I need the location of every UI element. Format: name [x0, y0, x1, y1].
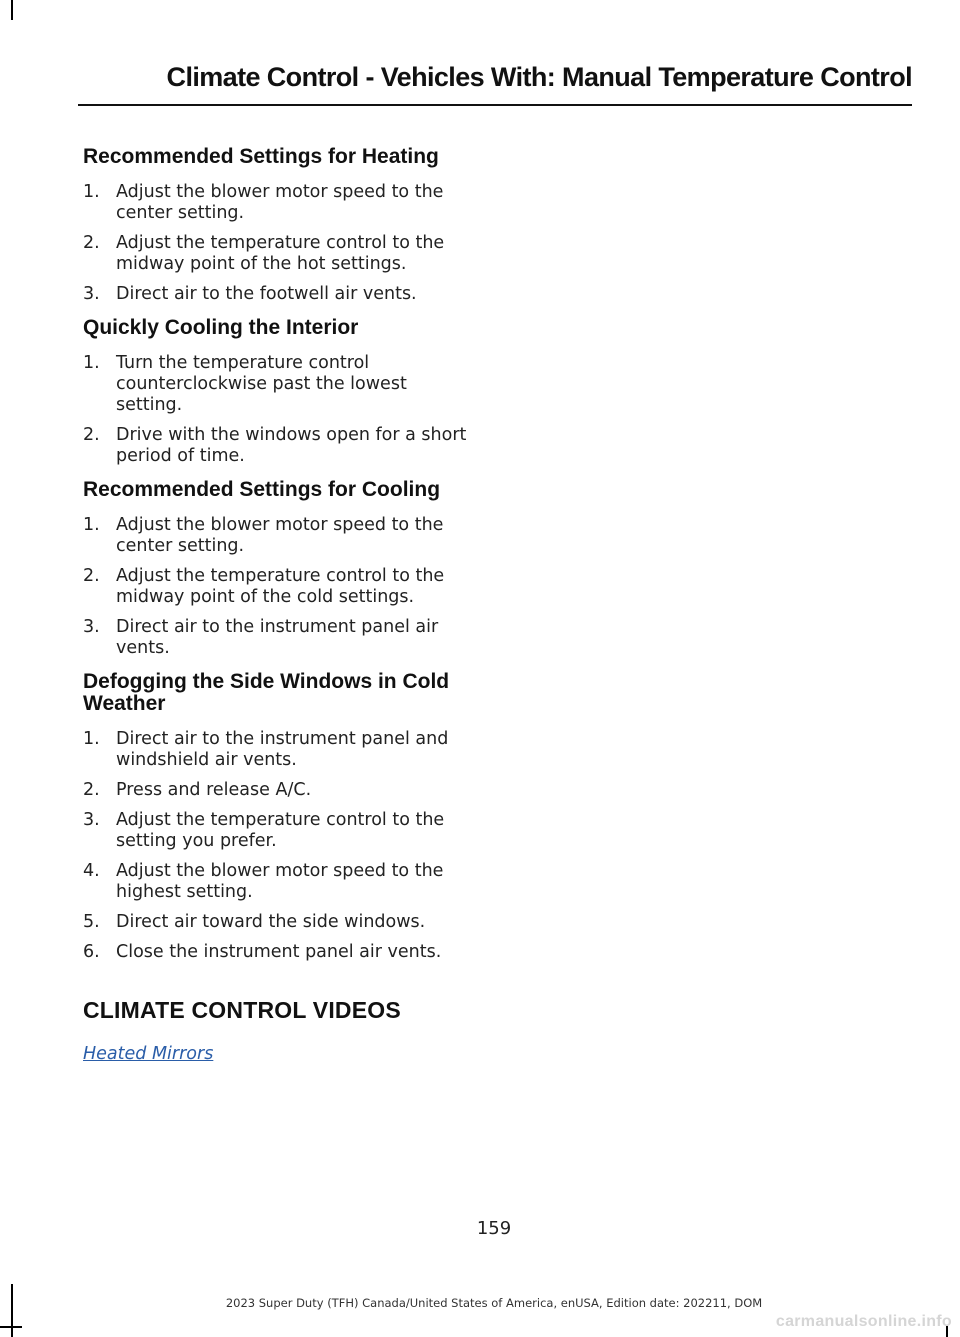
- crop-mark-bottom-left-h: [0, 1326, 22, 1328]
- list-item: [83, 515, 478, 557]
- step-text: Adjust the temperature control to the midway point of the hot settings.: [116, 233, 445, 274]
- step-number: 2.: [83, 780, 100, 800]
- steps-list: [83, 182, 478, 305]
- step-number: 3.: [83, 617, 100, 637]
- edition-footer: 2023 Super Duty (TFH) Canada/United States of America, enUSA, Edition date: 202211, DOM: [225, 1296, 763, 1310]
- step-number: 1.: [83, 353, 100, 373]
- step-text: Adjust the blower motor speed to the highest setting.: [116, 861, 444, 902]
- step-number: 2.: [83, 566, 100, 586]
- watermark: carmanualsonline.info: [775, 1313, 952, 1330]
- list-item: [83, 353, 478, 416]
- step-number: 2.: [83, 425, 100, 445]
- step-number: 5.: [83, 912, 100, 932]
- list-item: [83, 810, 478, 852]
- step-number: 2.: [83, 233, 100, 253]
- section-heating: [83, 146, 478, 305]
- list-item: [83, 425, 478, 467]
- list-item: [83, 729, 478, 771]
- step-number: 3.: [83, 284, 100, 304]
- step-number: 1.: [83, 182, 100, 202]
- step-text: Close the instrument panel air vents.: [116, 942, 442, 962]
- section-heading: Defogging the Side Windows in Cold Weather: [83, 670, 450, 715]
- steps-list: [83, 515, 478, 659]
- step-text: Adjust the temperature control to the setting you prefer.: [116, 810, 445, 851]
- step-text: Direct air to the instrument panel air vents.: [116, 617, 439, 658]
- heated-mirrors-video-link[interactable]: Heated Mirrors: [83, 1044, 214, 1064]
- list-item: [83, 284, 478, 305]
- crop-mark-bottom-left: [11, 1284, 13, 1337]
- list-item: [83, 233, 478, 275]
- step-text: Direct air toward the side windows.: [116, 912, 426, 932]
- list-item: [83, 566, 478, 608]
- section-heading: Recommended Settings for Cooling: [83, 478, 441, 501]
- step-number: 1.: [83, 515, 100, 535]
- main-content: [83, 146, 478, 1064]
- page-header-title: Climate Control - Vehicles With: Manual Temperature Control: [166, 62, 912, 92]
- crop-mark-top-left: [11, 0, 13, 20]
- step-text: Press and release A/C.: [116, 780, 312, 800]
- steps-list: [83, 729, 478, 963]
- list-item: [83, 780, 478, 801]
- videos-heading: CLIMATE CONTROL VIDEOS: [83, 997, 401, 1023]
- section-defogging: [83, 671, 478, 963]
- step-number: 6.: [83, 942, 100, 962]
- list-item: [83, 912, 478, 933]
- list-item: [83, 182, 478, 224]
- list-item: [83, 942, 478, 963]
- step-text: Direct air to the instrument panel and windshield air vents.: [116, 729, 449, 770]
- list-item: [83, 861, 478, 903]
- section-quick-cooling: [83, 317, 478, 467]
- section-heading: Recommended Settings for Heating: [83, 145, 439, 168]
- step-text: Direct air to the footwell air vents.: [116, 284, 417, 304]
- step-text: Adjust the blower motor speed to the center setting.: [116, 515, 444, 556]
- step-number: 3.: [83, 810, 100, 830]
- list-item: [83, 617, 478, 659]
- section-cooling: [83, 479, 478, 659]
- page-number: 159: [476, 1218, 512, 1239]
- step-text: Adjust the blower motor speed to the center setting.: [116, 182, 444, 223]
- step-text: Turn the temperature control counterclockwise past the lowest setting.: [116, 353, 407, 415]
- step-number: 1.: [83, 729, 100, 749]
- section-heading: Quickly Cooling the Interior: [83, 316, 359, 339]
- step-text: Adjust the temperature control to the midway point of the cold settings.: [116, 566, 445, 607]
- step-text: Drive with the windows open for a short period of time.: [116, 425, 467, 466]
- step-number: 4.: [83, 861, 100, 881]
- steps-list: [83, 353, 478, 467]
- header-divider: [78, 104, 912, 106]
